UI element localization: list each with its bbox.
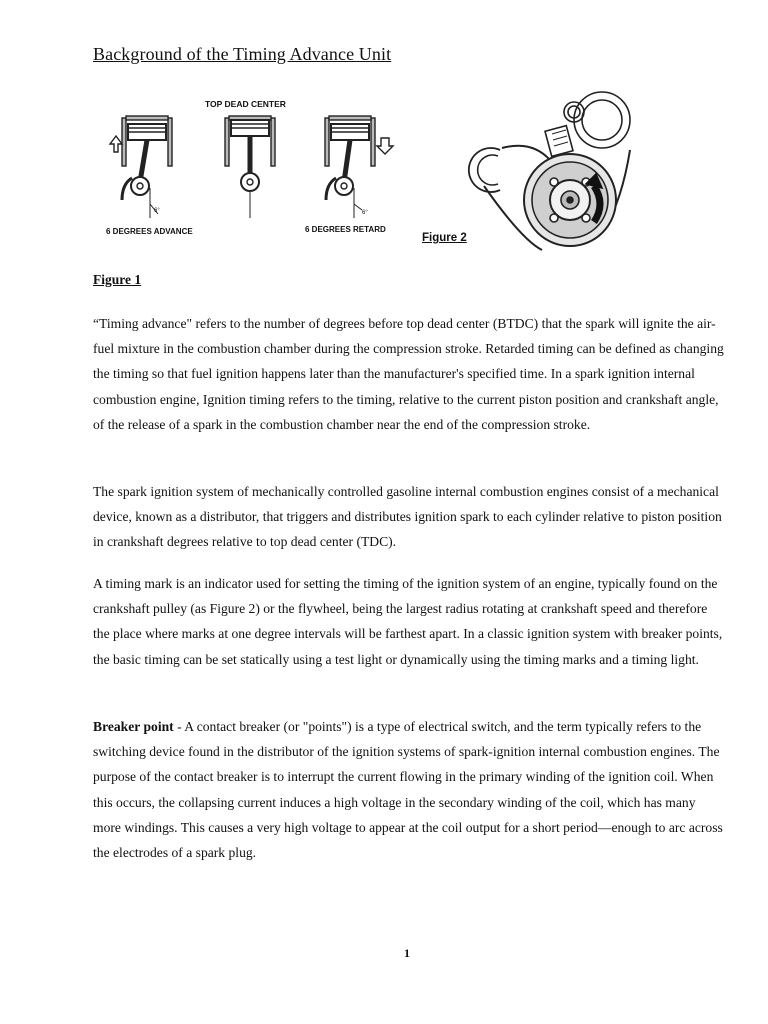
page-number: 1 — [404, 946, 410, 960]
paragraph-timing-advance: “Timing advance" refers to the number of degrees before top dead center (BTDC) that the spark will ignite the air-fuel mixture in the combustion chamber during the compression stroke. Retarded timing can be defined as changing the timing so that fuel ignition happens later than the manufacturer's specified time. In a spark ignition internal combustion engine, Ignition timing refers to the timing, relative to the current piston position and crankshaft angle, of the release of a spark in the combustion chamber near the end of the compression stroke. — [93, 316, 724, 432]
angle-label-right: 6° — [362, 210, 368, 216]
top-dead-center-label: TOP DEAD CENTER — [205, 99, 286, 109]
document-title: Background of the Timing Advance Unit — [93, 44, 392, 64]
retard-label: 6 DEGREES RETARD — [305, 225, 386, 234]
figure2-caption: Figure 2 — [422, 232, 467, 244]
piston-advance-icon — [110, 116, 172, 218]
paragraph-breaker-point — [93, 714, 725, 865]
breaker-point-term: Breaker point — [93, 719, 174, 734]
advance-label: 6 DEGREES ADVANCE — [106, 227, 193, 236]
paragraph-timing-mark: A timing mark is an indicator used for setting the timing of the ignition system of an engine, typically found on the crankshaft pulley (as Figure 2) or the flywheel, being the largest radius rotating at crankshaft speed and therefore the place where marks at one degree intervals will be farthest apart. In a classic ignition system with breaker points, the basic timing can be set statically using a test light or dynamically using the timing marks and a timing light. — [93, 576, 723, 667]
piston-tdc-icon — [225, 116, 275, 218]
figure1-caption: Figure 1 — [93, 272, 142, 287]
piston-retard-icon — [325, 116, 393, 218]
crankshaft-pulley-illustration — [462, 90, 632, 255]
paragraph-spark-ignition: The spark ignition system of mechanically controlled gasoline internal combustion engines consist of a mechanical device, known as a distributor, that triggers and distributes ignition spark to each cylinder relative to piston position in crankshaft degrees relative to top dead center (TDC). — [93, 484, 722, 550]
breaker-point-text: - A contact breaker (or "points") is a type of electrical switch, and the term typically refers to the switching device found in the distributor of the ignition systems of spark-ignition internal combustion engines. The purpose of the contact breaker is to interrupt the current flowing in the primary winding of the ignition coil. When this occurs, the collapsing current induces a high voltage in the secondary winding of the coil, which has many more windings. This causes a very high voltage to appear at the coil output for a short period—enough to arc across the electrodes of a spark plug. — [93, 719, 723, 861]
piston-timing-diagram — [100, 92, 430, 242]
angle-label-left: 6° — [154, 208, 160, 214]
